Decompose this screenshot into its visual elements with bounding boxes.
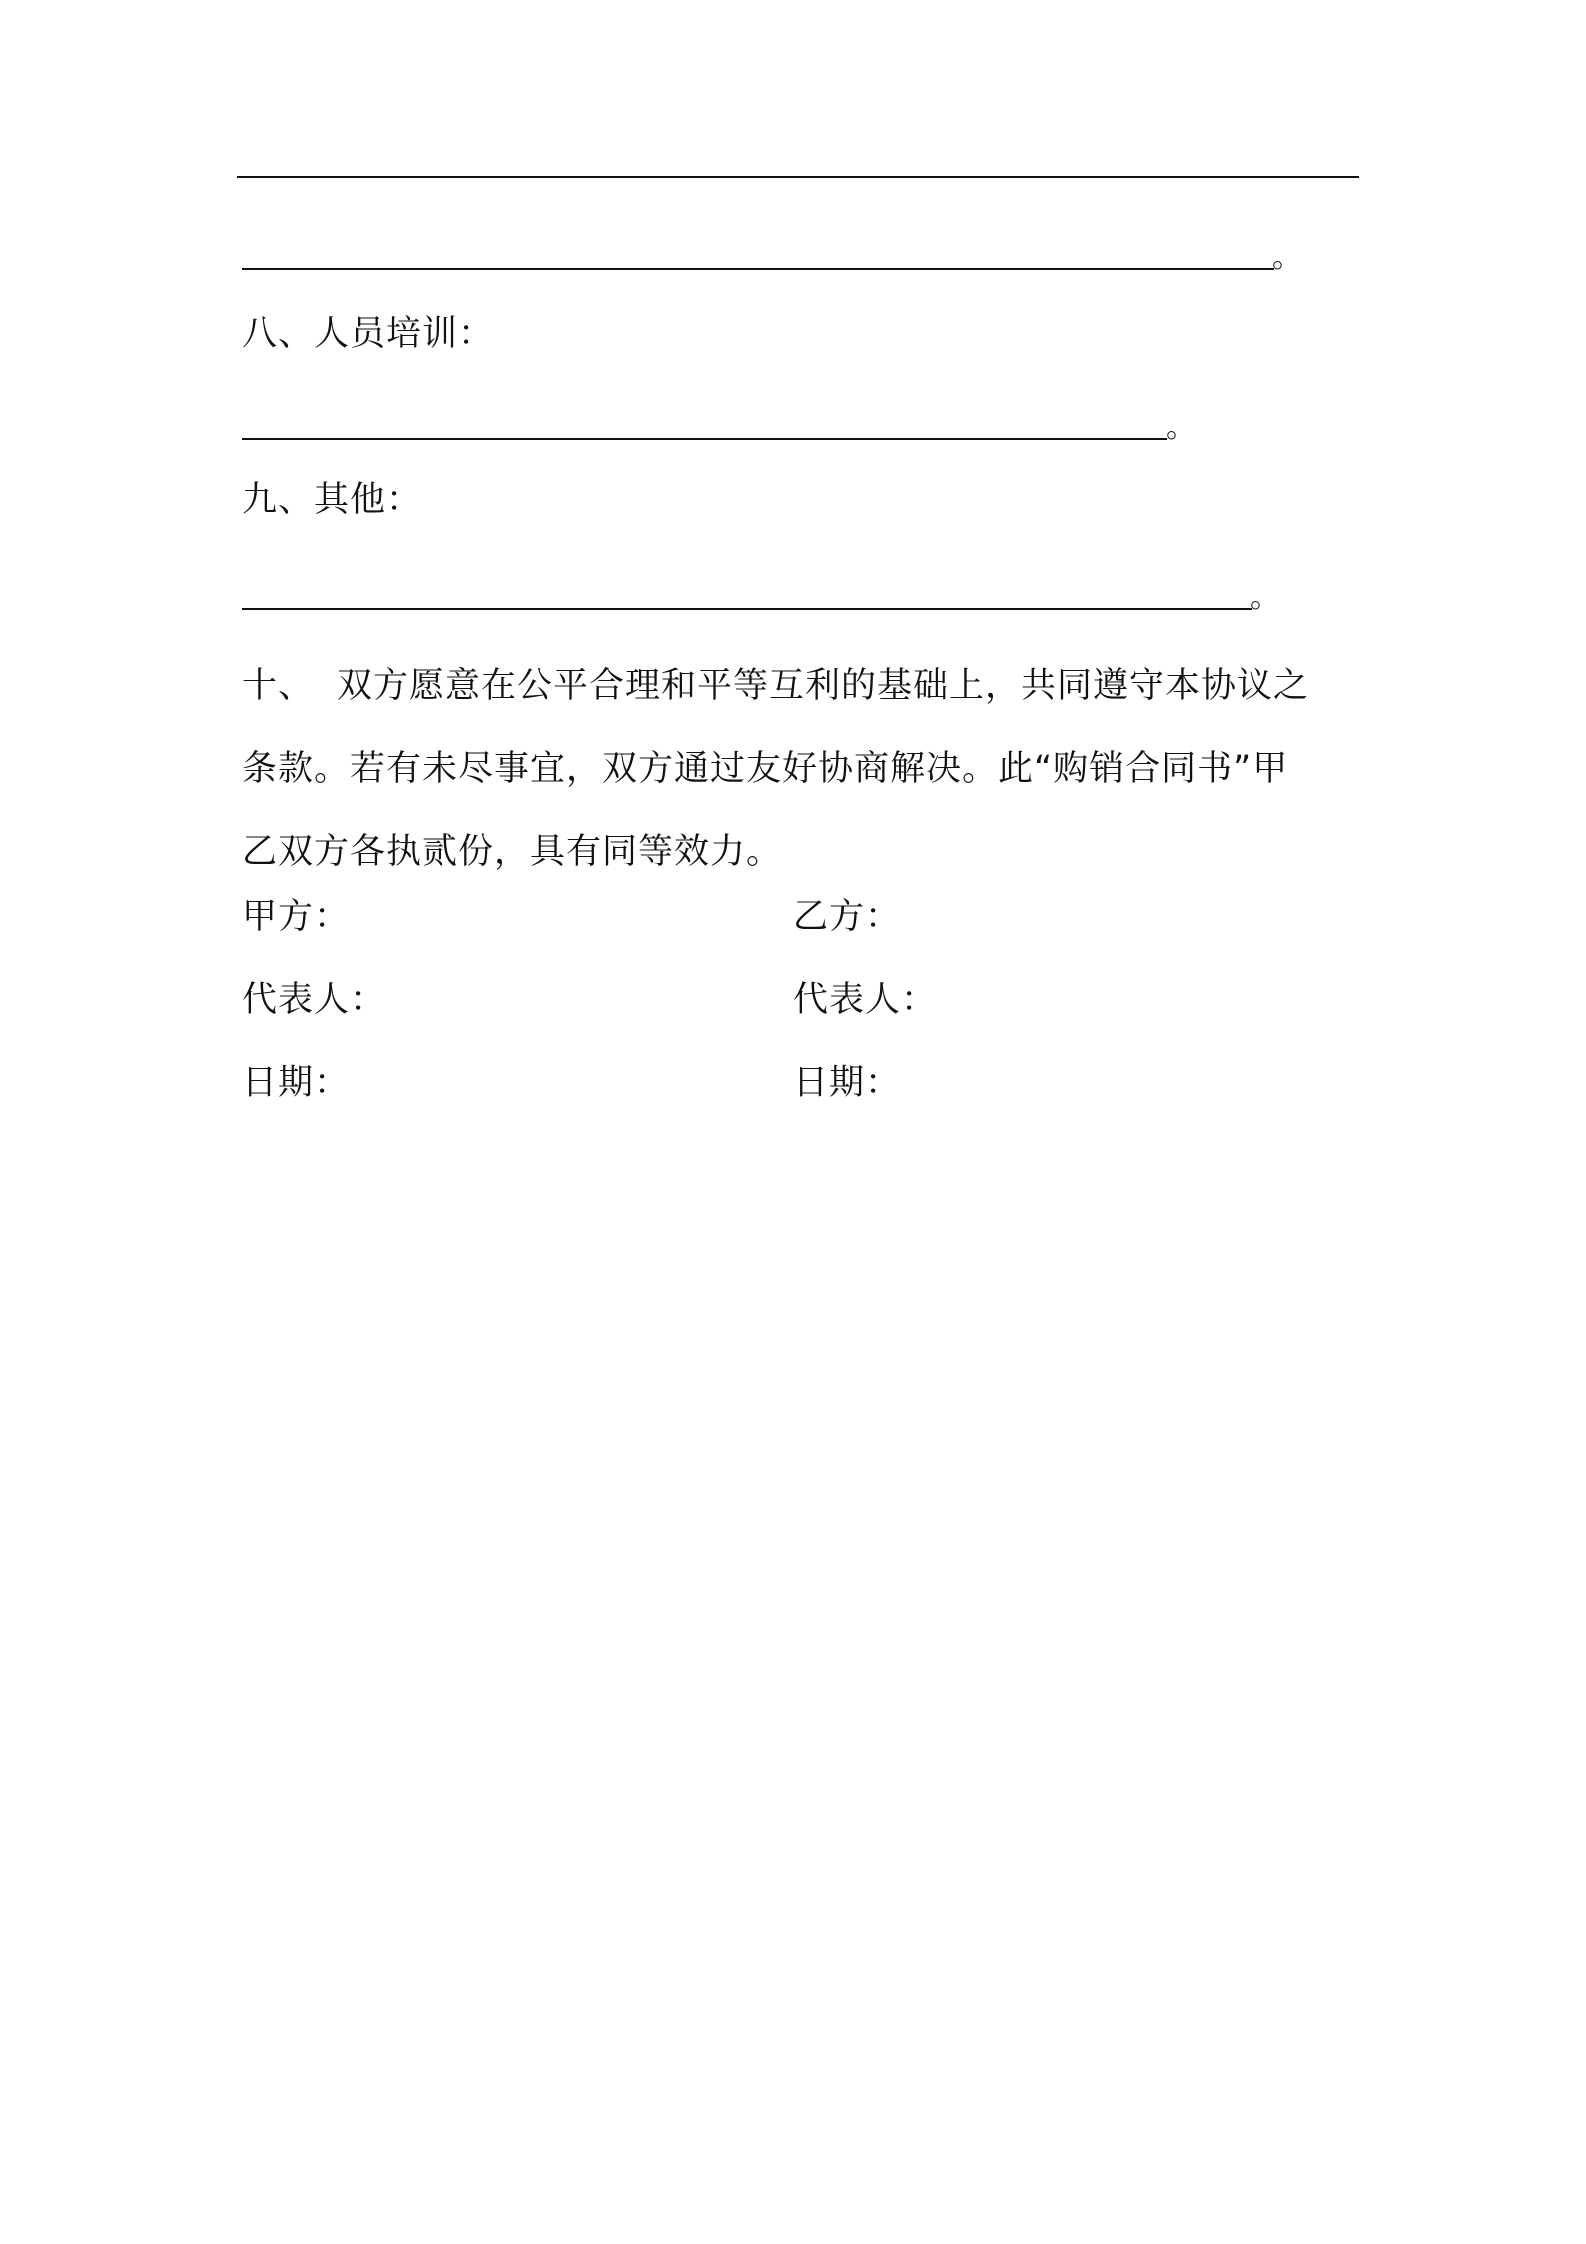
clause-row-1 (242, 645, 1362, 728)
blank-end-mark: 。 (1250, 580, 1280, 615)
blank-end-mark: 。 (1272, 240, 1302, 275)
blank-underline (242, 438, 1167, 440)
section-10-clause (242, 645, 1362, 894)
party-a-label: 甲方： (242, 897, 351, 937)
section-8-title: 八、人员培训： (242, 314, 495, 354)
party-a-date-label: 日期： (242, 1063, 351, 1103)
blank-underline (242, 268, 1274, 270)
clause-text-line-3: 乙双方各执贰份，具有同等效力。 (242, 832, 783, 872)
blank-end-mark: 。 (1166, 410, 1196, 445)
clause-text-line-2: 条款。若有未尽事宜，双方通过友好协商解决。此“购销合同书”甲 (242, 749, 1289, 789)
clause-text-line-1: 双方愿意在公平合理和平等互利的基础上，共同遵守本协议之 (337, 666, 1310, 706)
party-b-representative-label: 代表人： (793, 980, 938, 1020)
party-b-date-label: 日期： (793, 1063, 902, 1103)
blank-underline (242, 608, 1252, 610)
header-rule (237, 176, 1359, 178)
party-b-label: 乙方： (793, 897, 902, 937)
section-9-title: 九、其他： (242, 480, 423, 520)
section-10-number: 十、 (242, 666, 315, 706)
party-a-representative-label: 代表人： (242, 980, 387, 1020)
